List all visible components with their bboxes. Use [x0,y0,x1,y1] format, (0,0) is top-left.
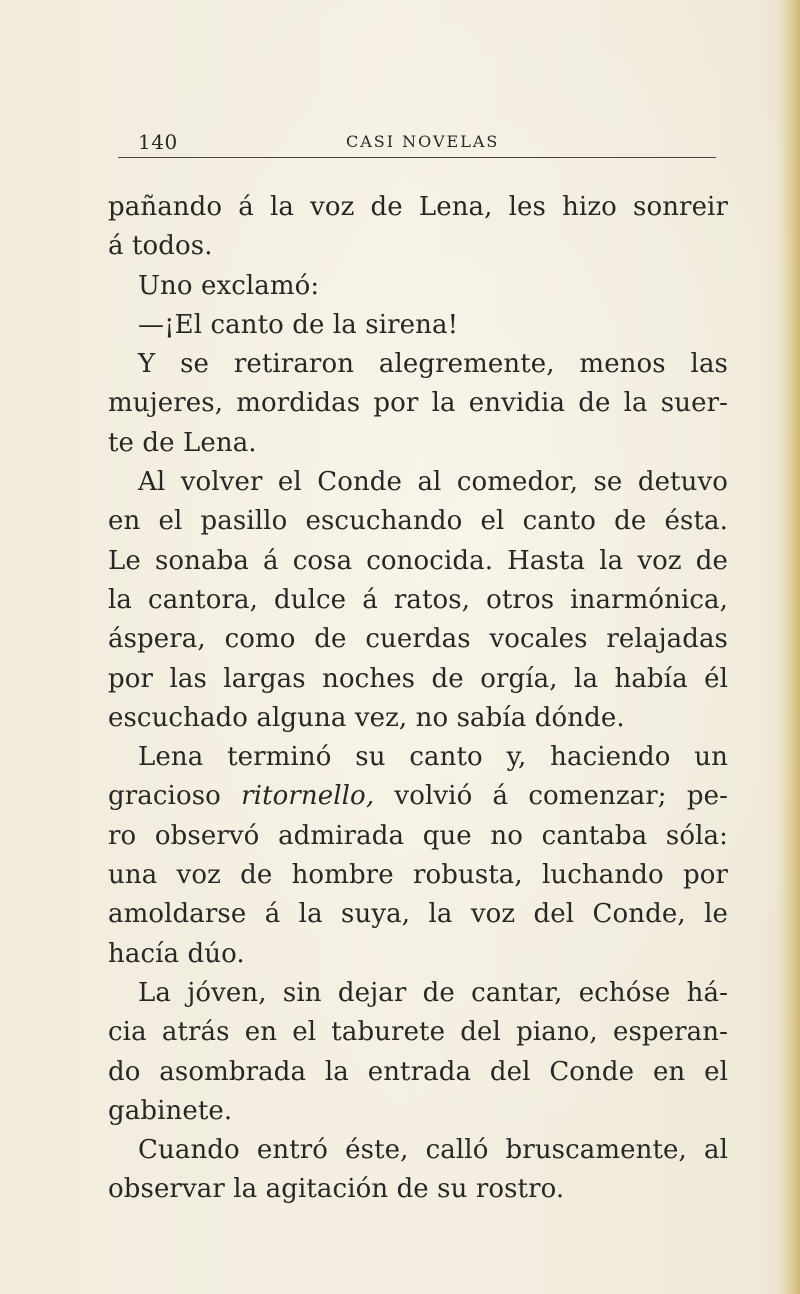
page-edge-stain [778,0,800,1294]
text-line: do asombrada la entrada del Conde en el [108,1056,728,1087]
text-line: Al volver el Conde al comedor, se detuvo [138,467,728,498]
text-line: —¡El canto de la sirena! [138,309,459,340]
text-line: áspera, como de cuerdas vocales relajadas [108,624,728,655]
page-number: 140 [138,130,178,154]
text-line: en el pasillo escuchando el canto de ésta. [108,506,728,537]
running-head [118,122,718,162]
text-line: á todos. [108,231,213,262]
text-line: pañando á la voz de Lena, les hizo sonreir [108,192,728,222]
running-head-title: CASI NOVELAS [346,132,500,151]
text-line: cia atrás en el taburete del piano, esperan- [108,1017,728,1048]
text-line: mujeres, mordidas por la envidia de la suer- [108,388,728,419]
text-line: te de Lena. [108,427,257,458]
text-line: la cantora, dulce á ratos, otros inarmónica, [108,584,728,615]
text-line: La jóven, sin dejar de cantar, echóse há- [138,977,728,1008]
text-line: Y se retiraron alegremente, menos las [138,349,728,380]
text-line: ro observó admirada que no cantaba sóla: [108,820,728,851]
text-line: Cuando entró éste, calló bruscamente, al [138,1135,728,1166]
text-line: por las largas noches de orgía, la había él [108,663,728,694]
text-line: Le sonaba á cosa conocida. Hasta la voz de [108,545,728,576]
text-line: hacía dúo. [108,938,245,969]
italic-word: ritornello, [241,781,375,812]
header-rule [118,157,716,158]
text-line: observar la agitación de su rostro. [108,1174,565,1205]
text-line: Uno exclamó: [138,270,320,301]
text-line: gracioso ritornello, volvió á comenzar; pe- [108,781,728,812]
text-line: Lena terminó su canto y, haciendo un [138,742,728,773]
text-line: amoldarse á la suya, la voz del Conde, le [108,899,728,930]
body-text [108,188,728,1210]
text-line: gabinete. [108,1095,233,1126]
text-line: escuchado alguna vez, no sabía dónde. [108,702,625,733]
text-line: una voz de hombre robusta, luchando por [108,860,728,891]
